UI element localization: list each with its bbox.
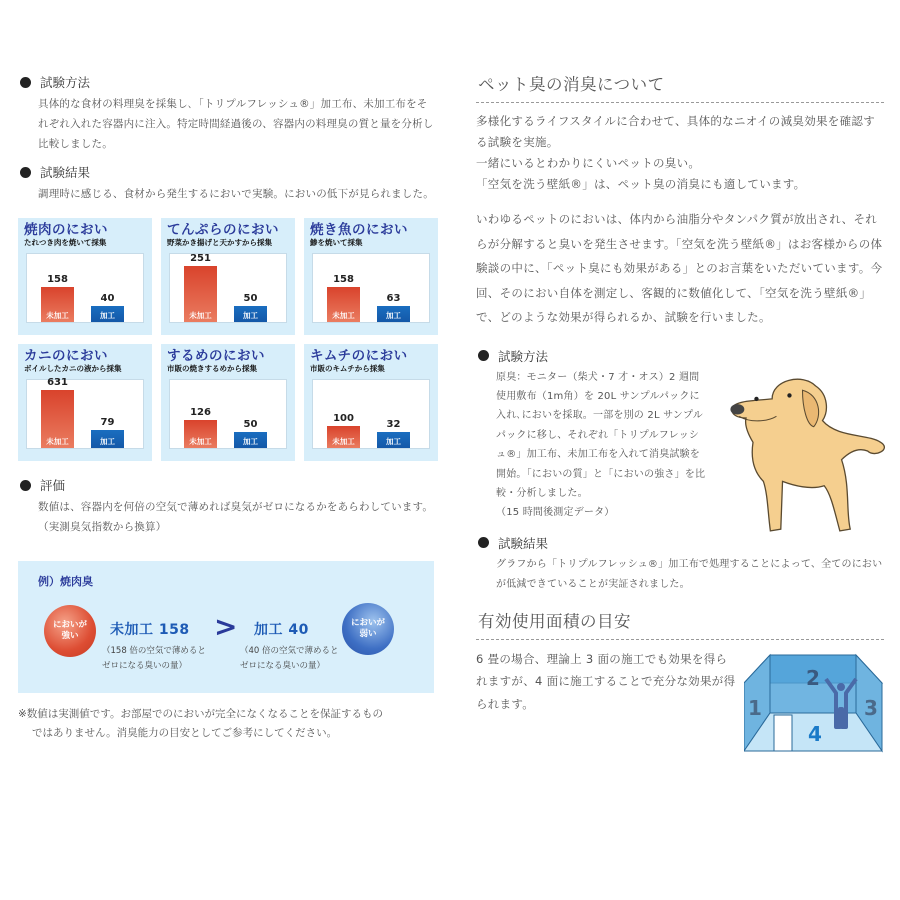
- coverage-section: [476, 609, 884, 746]
- method-body: 具体的な食材の料理臭を採集し､「トリプルフレッシュ®」加工布、未加工布をそれぞれ入れた容器内に注入。特定時間経過後の、容器内の料理臭の質と量を分析し比較しました。: [38, 98, 434, 150]
- chart-card: [161, 344, 295, 461]
- pet-intro: 多様化するライフスタイルに合わせて、具体的なニオイの減臭効果を確認する試験を実施。 一緒にいるとわかりにくいペットの臭い。 「空気を洗う壁紙®」は、ペット臭の消臭にも適しています。: [476, 114, 876, 191]
- evaluation-body: 数値は、容器内を何倍の空気で薄めれば臭気がゼロになるかをあらわしています。（実測臭気指数から換算）: [38, 501, 434, 533]
- results-section: [18, 162, 434, 204]
- untreated-note: （158 倍の空気で薄めると ゼロになる臭いの量）: [102, 646, 206, 671]
- weak-odor-badge: においが 弱い: [342, 603, 394, 655]
- pet-results-heading: 試験結果: [498, 535, 549, 551]
- chart-subtitle: 市販のキムチから採集: [310, 364, 385, 373]
- bar-untreated: 126 未加工: [184, 420, 217, 448]
- pet-method-heading: 試験方法: [498, 348, 549, 364]
- bullet-icon: [478, 537, 489, 548]
- chart-card: [18, 344, 152, 461]
- divider: [476, 102, 884, 103]
- method-section: [18, 72, 434, 154]
- chart-subtitle: 野菜かき揚げと天かすから採集: [167, 238, 272, 247]
- evaluation-section: [18, 475, 434, 537]
- bar-untreated: 100 未加工: [327, 426, 360, 448]
- pet-results-body: グラフから「トリプルフレッシュ®」加工布で処理することによって、全てのにおいが低減できていることが実証されました。: [496, 558, 883, 590]
- pet-method-body: 原臭：モニター（柴犬・7 才・オス）2 週間使用敷布（1m角）を 20L サンプルパックに入れ､においを採取。一部を別の 2L サンプルパックに移し、それぞれ「トリプルフレッシュ®」加工布、未加工布を入れて消臭試験を開始。「においの質」と「においの強さ」を比較・分析しました。 （15 時間後測定データ）: [496, 371, 706, 519]
- chart-title: 焼き魚のにおい: [310, 222, 408, 238]
- example-box: [18, 561, 434, 693]
- method-heading: 試験方法: [40, 75, 91, 90]
- bar-treated: 40 加工: [91, 306, 124, 322]
- chart-subtitle: ボイルしたカニの液から採集: [24, 364, 122, 373]
- svg-text:3: 3: [864, 695, 878, 720]
- pet-odor-title: ペット臭の消臭について: [478, 75, 665, 94]
- right-column: [476, 72, 884, 746]
- bar-untreated: 158 未加工: [327, 287, 360, 322]
- chart-plot: [312, 253, 430, 323]
- bar-treated: 32 加工: [377, 432, 410, 448]
- chart-plot: [312, 379, 430, 449]
- chart-grid: [18, 218, 434, 461]
- chart-title: 焼肉のにおい: [24, 222, 108, 238]
- treated-value: 加工 40: [254, 622, 309, 638]
- chart-plot: [169, 253, 287, 323]
- svg-text:2: 2: [806, 665, 820, 690]
- svg-text:4: 4: [808, 721, 822, 746]
- coverage-title: 有効使用面積の目安: [478, 611, 631, 631]
- svg-text:1: 1: [748, 695, 762, 720]
- chart-title: カニのにおい: [24, 348, 108, 364]
- dog-illustration: [720, 356, 885, 546]
- bar-untreated: 158 未加工: [41, 287, 74, 322]
- untreated-value: 未加工 158: [110, 622, 190, 638]
- chart-subtitle: 鯵を焼いて採集: [310, 238, 363, 247]
- disclaimer: ※数値は実測値です。お部屋でのにおいが完全になくなることを保証するもの ではありません。消臭能力の目安としてご参考にしてください。: [18, 708, 383, 739]
- pet-method-section: [476, 346, 884, 523]
- treated-note: （40 倍の空気で薄めると ゼロになる臭いの量）: [240, 646, 339, 671]
- results-heading: 試験結果: [40, 165, 91, 180]
- chart-plot: [169, 379, 287, 449]
- bullet-icon: [20, 480, 31, 491]
- bar-treated: 79 加工: [91, 430, 124, 448]
- results-body: 調理時に感じる、食材から発生するにおいで実験。においの低下が見られました。: [38, 188, 434, 200]
- chart-subtitle: 市販の焼きするめから採集: [167, 364, 257, 373]
- bar-untreated: 251 未加工: [184, 266, 217, 322]
- greater-than-icon: >: [214, 610, 238, 643]
- bullet-icon: [20, 167, 31, 178]
- bar-treated: 50 加工: [234, 306, 267, 322]
- coverage-body: 6 畳の場合、理論上 3 面の施工でも効果を得られますが、4 面に施工することで充分な効果が得られます。: [476, 651, 736, 711]
- evaluation-heading: 評価: [40, 478, 66, 493]
- chart-card: [161, 218, 295, 335]
- strong-odor-badge: においが 強い: [44, 605, 96, 657]
- chart-card: [304, 344, 438, 461]
- divider: [476, 639, 884, 640]
- chart-card: [304, 218, 438, 335]
- chart-subtitle: たれつき肉を焼いて採集: [24, 238, 107, 247]
- chart-plot: [26, 379, 144, 449]
- bullet-icon: [478, 350, 489, 361]
- left-column: [18, 72, 434, 743]
- chart-card: [18, 218, 152, 335]
- bullet-icon: [20, 77, 31, 88]
- example-title: 例）焼肉臭: [38, 575, 93, 588]
- bar-treated: 50 加工: [234, 432, 267, 448]
- chart-plot: [26, 253, 144, 323]
- chart-title: キムチのにおい: [310, 348, 408, 364]
- room-diagram: [744, 653, 884, 753]
- chart-title: するめのにおい: [167, 348, 265, 364]
- bar-treated: 63 加工: [377, 306, 410, 322]
- pet-description: いわゆるペットのにおいは、体内から油脂分やタンパク質が放出され、それらが分解すると臭いを発生させます。「空気を洗う壁紙®」はお客様からの体験談の中に、「ペット臭にも効果がある」とのお言葉をいただいています。今回、そのにおい自体を測定し、客観的に数値化して、「空気を洗う壁紙®」で、どのような効果が得られるか、試験を行いました。: [476, 212, 883, 324]
- bar-untreated: 631 未加工: [41, 390, 74, 448]
- chart-title: てんぷらのにおい: [167, 222, 279, 238]
